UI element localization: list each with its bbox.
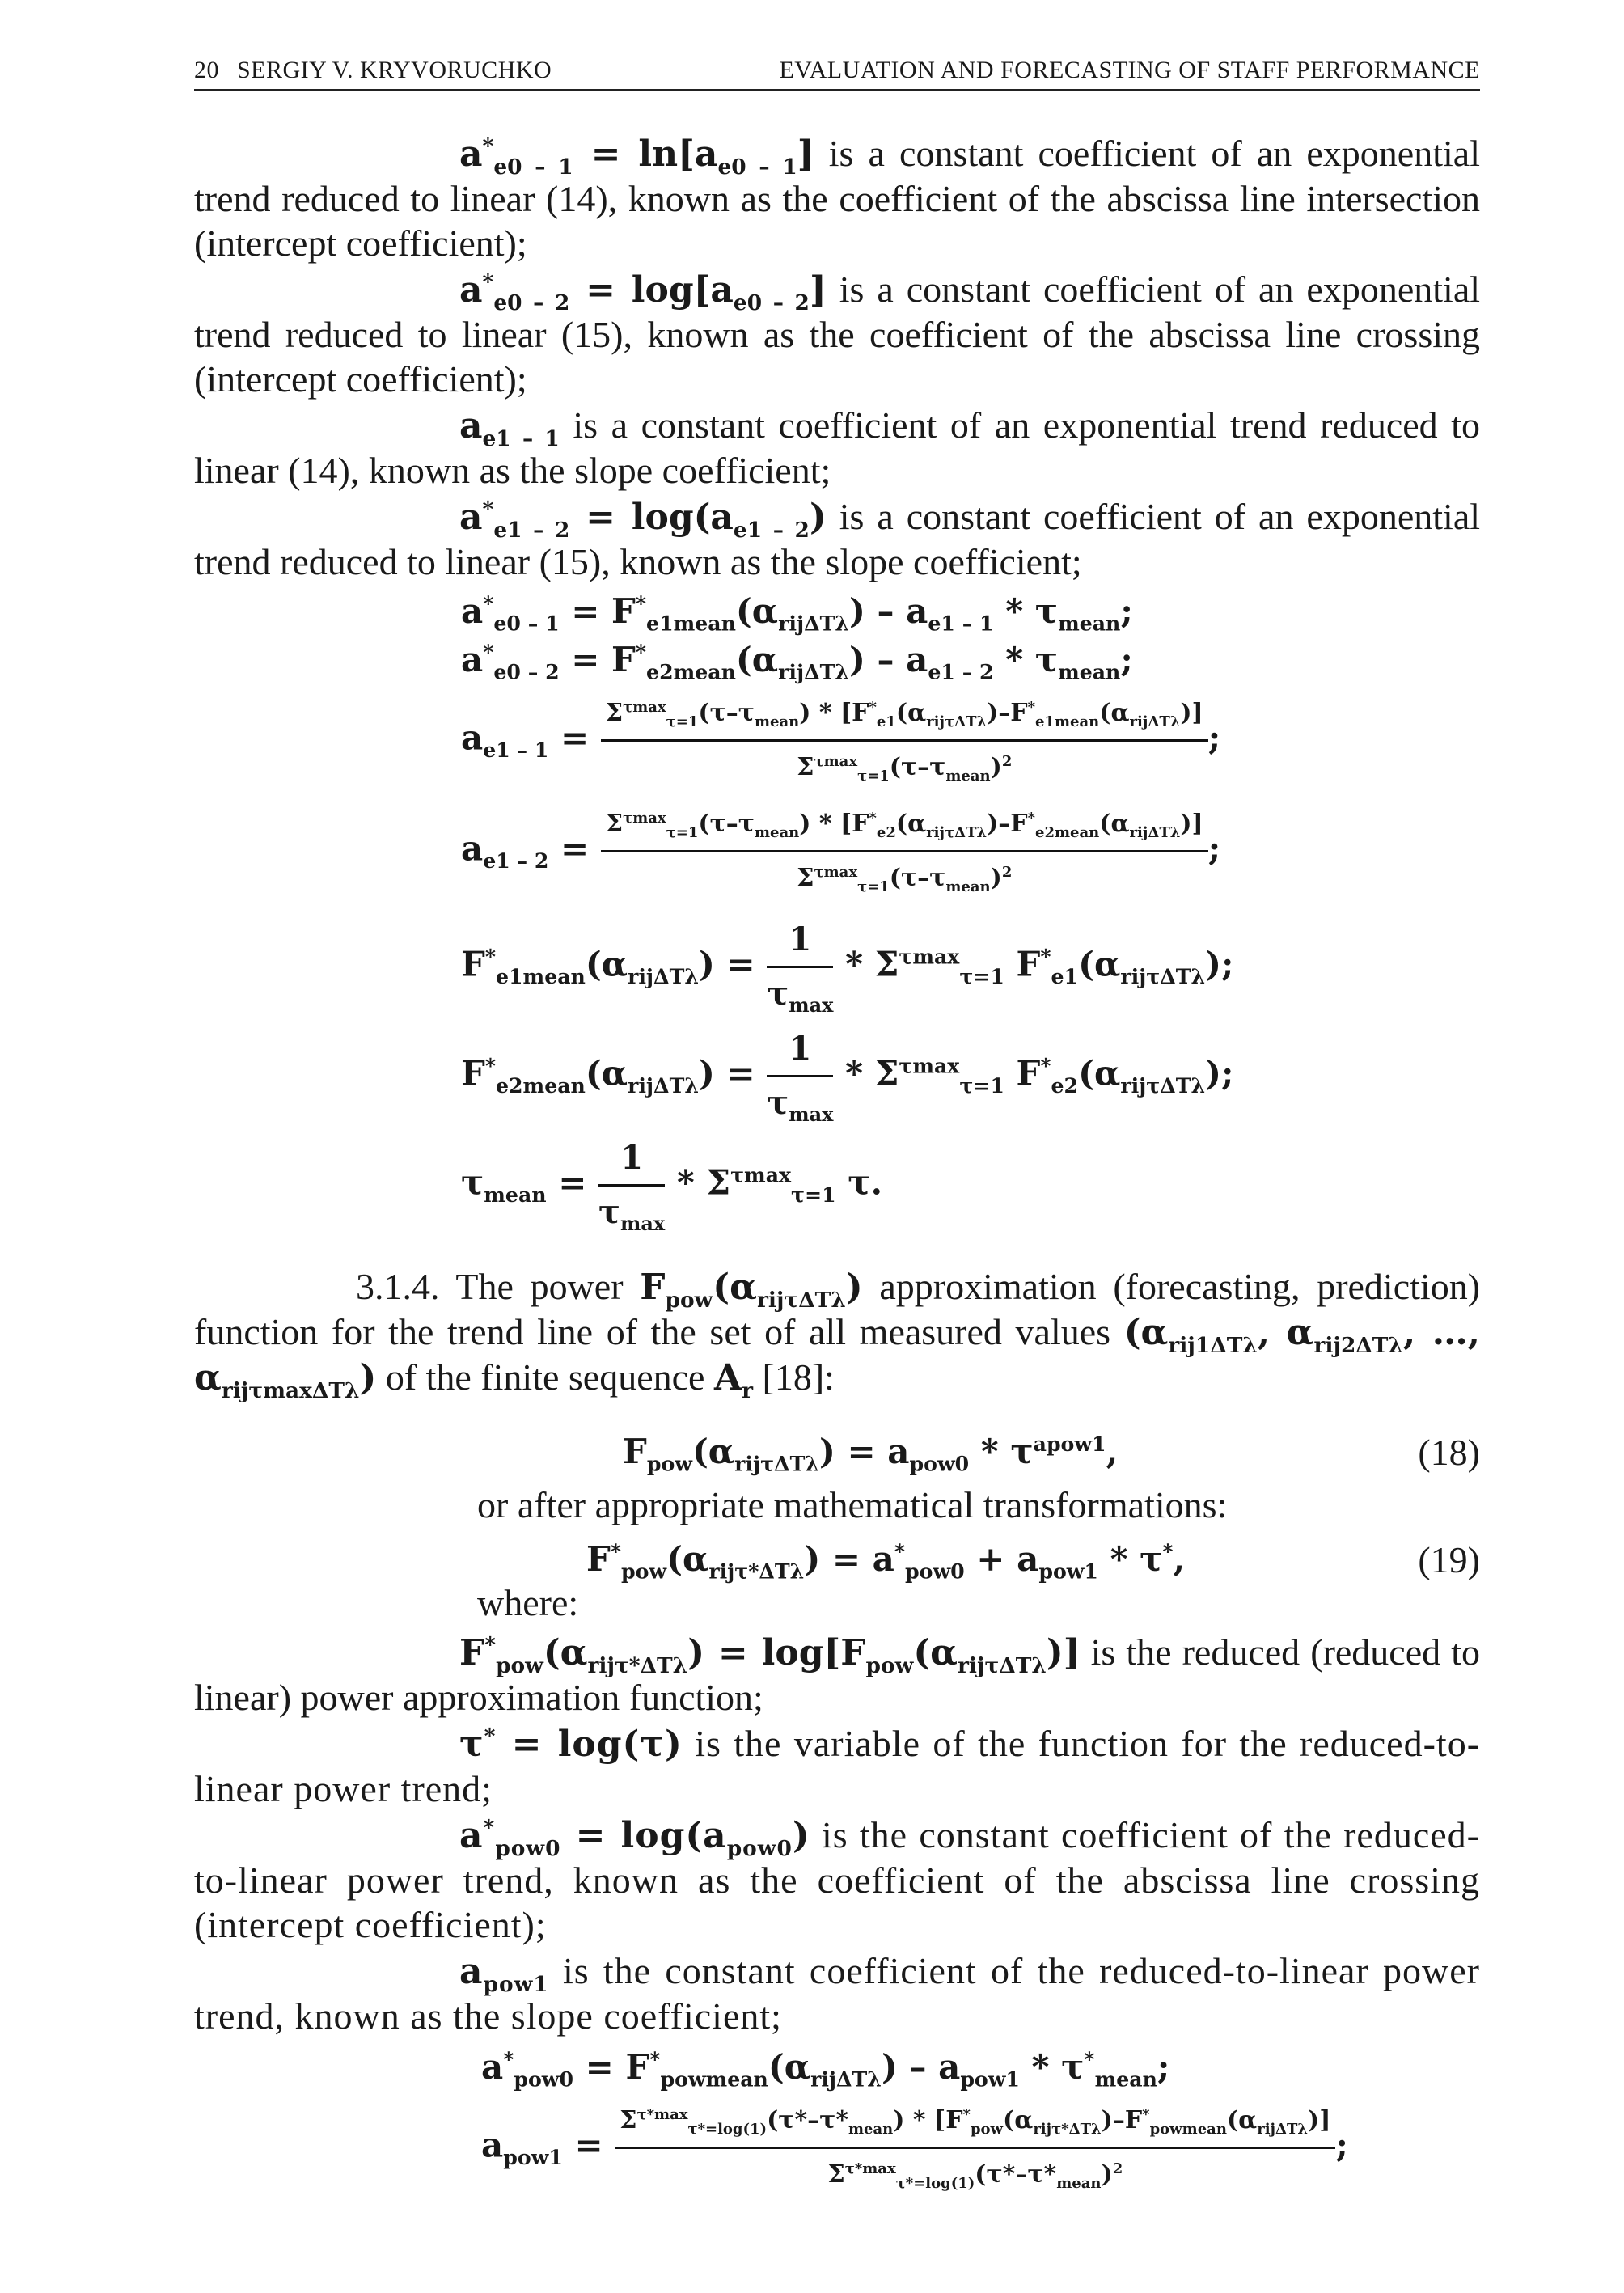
book-title: EVALUATION AND FORECASTING OF STAFF PERFORMANCE	[779, 57, 1480, 83]
formula-a-e0-2-star: $a^*_{e0 - 2} = F^*_{e2mean}(\alpha_{rij\Delta T\lambda}) - a_{e1 - 2} * \tau_{mean}$;	[461, 640, 1133, 684]
formula-a-pow0-star: $a^*_{pow0} = F^*_{powmean}(\alpha_{rij\Delta T\lambda}) - a_{pow1} * \tau^*_{mean}$;	[481, 2047, 1170, 2092]
equation-number: (18)	[1418, 1431, 1480, 1473]
equation-number: (19)	[1418, 1538, 1480, 1580]
formula-a-pow1: $a_{pow1}$	[459, 1951, 549, 1997]
formula-a-e0-1: $a^*_{e0 - 1} = \ln[a_{e0 - 1}]$	[459, 133, 814, 180]
definition-a-pow1	[194, 1948, 1480, 2038]
definition-text: is a constant coefficient of an exponential trend reduced to linear (15), known as the slope coefficient;	[194, 496, 1481, 582]
definition-tau-star	[194, 1721, 1480, 1811]
formula-f-pow-star: $F^*_{pow}(\alpha_{rij\tau*\Delta T\lambda}) = \log[F_{pow}(\alpha_{rij\tau\Delta T\lambda})]$	[459, 1632, 1081, 1678]
definition-a-e1-1	[194, 403, 1480, 493]
section-text: of the finite sequence	[385, 1356, 705, 1398]
formula-a-e1-2-fraction: $a_{e1 - 2}$ = $\frac{\Sigma^{\tau max}_{\tau=1}(\tau-\tau_{mean}) * [F^*_{e2}(\alpha_{rij\tau\Delta T\lambda})-F^*_{e2mean}(\alpha_{rij\Delta T\lambda})]}{\Sigma^{\tau max}_{\tau=1}(\tau-\tau_{mean})^2}$ ;	[461, 800, 1480, 903]
definition-text: is the reduced (reduced to linear) power approximation function;	[194, 1631, 1480, 1718]
definition-a-e1-2	[194, 494, 1480, 584]
formula-tau-mean: $\tau_{mean}$ = $\frac{1}{\tau_{max}}$ * $\Sigma^{\tau max}_{\tau=1}$ τ.	[461, 1134, 1480, 1237]
formula-f-e1mean: $F^*_{e1mean}(\alpha_{rij\Delta T\lambda})$ = $\frac{1}{\tau_{max}}$ * $\Sigma^{\tau max}_{\tau=1}$ $F^*_{e1}(\alpha_{rij\tau\Delta T\lambda})$;	[461, 916, 1480, 1018]
formula-tau-star: τ* = log(τ)	[459, 1724, 683, 1765]
equation-18	[194, 1428, 1480, 1476]
author-name: SERGIY V. KRYVORUCHKO	[237, 57, 552, 83]
definition-text: is a constant coefficient of an exponential trend reduced to linear (15), known as the coefficient of the abscissa line crossing (intercept coefficient);	[194, 269, 1481, 400]
formula-a-e0-2: $a^*_{e0 - 2} = \log[a_{e0 - 2}]$	[459, 269, 827, 315]
definition-f-pow-star	[194, 1630, 1480, 1720]
fraction: $\frac{\Sigma^{\tau max}_{\tau=1}(\tau-\tau_{mean}) * [F^*_{e2}(\alpha_{rij\tau\Delta T\lambda})-F^*_{e2mean}(\alpha_{rij\Delta T\lambda})]}{\Sigma^{\tau max}_{\tau=1}(\tau-\tau_{mean})^2}$	[601, 800, 1208, 903]
definition-a-e0-2	[194, 267, 1480, 401]
formula-a-e1-1-fraction: $a_{e1 - 1}$ = $\frac{\Sigma^{\tau max}_{\tau=1}(\tau-\tau_{mean}) * [F^*_{e1}(\alpha_{rij\tau\Delta T\lambda})-F^*_{e1mean}(\alpha_{rij\Delta T\lambda})]}{\Sigma^{\tau max}_{\tau=1}(\tau-\tau_{mean})^2}$ ;	[461, 689, 1480, 792]
formula-a-e1-1: $a_{e1 - 1}$	[459, 405, 560, 451]
formula-f-pow: $F_{pow}(\alpha_{rij\tau\Delta T\lambda})$	[640, 1267, 863, 1313]
equation-19	[194, 1535, 1480, 1584]
definition-text: is a constant coefficient of an exponential trend reduced to linear (14), known as the coefficient of the abscissa line intersection (intercept coefficient);	[194, 133, 1480, 264]
formula-f-e2mean: $F^*_{e2mean}(\alpha_{rij\Delta T\lambda})$ = $\frac{1}{\tau_{max}}$ * $\Sigma^{\tau max}_{\tau=1}$ $F^*_{e2}(\alpha_{rij\tau\Delta T\lambda})$;	[461, 1025, 1480, 1127]
page-number: 20	[194, 57, 219, 83]
where-label: where:	[477, 1582, 579, 1623]
definition-a-e0-1	[194, 131, 1480, 265]
definition-text: is the constant coefficient of the reduced-to-linear power trend, known as the coefficient of the abscissa line crossing (intercept coefficient);	[194, 1814, 1480, 1945]
definition-text: is a constant coefficient of an exponential trend reduced to linear (14), known as the slope coefficient;	[194, 404, 1481, 491]
header-left	[194, 57, 569, 84]
formula-block-power	[194, 2043, 1480, 2199]
formula-eq18: $F_{pow}(\alpha_{rij\tau\Delta T\lambda}) = a_{pow0} * \tau^{apow1}$,	[623, 1432, 1119, 1476]
fraction: $\frac{\Sigma^{\tau max}_{\tau=1}(\tau-\tau_{mean}) * [F^*_{e1}(\alpha_{rij\tau\Delta T\lambda})-F^*_{e1mean}(\alpha_{rij\Delta T\lambda})]}{\Sigma^{\tau max}_{\tau=1}(\tau-\tau_{mean})^2}$	[601, 689, 1208, 792]
definition-text: is the variable of the function for the reduced-to-linear power trend;	[194, 1723, 1481, 1809]
after-transformations: or after appropriate mathematical transformations:	[477, 1484, 1228, 1525]
section-text: 3.1.4. The power	[356, 1266, 624, 1307]
citation: [18]:	[762, 1356, 835, 1398]
formula-a-pow0: $a^*_{pow0} = \log(a_{pow0})$	[459, 1815, 810, 1861]
symbol-a-r: $A_r$	[713, 1357, 754, 1403]
definition-a-pow0	[194, 1813, 1480, 1947]
formula-block-exponential	[194, 587, 1480, 1237]
formula-alpha-set: ($\alpha_{rij1\Delta T\lambda}$, $\alpha_{rij2\Delta T\lambda}$, …, $\alpha_{rij\tau max\Delta T\lambda}$)	[194, 1312, 1481, 1403]
section-text: approximation (forecasting, prediction) function for the trend line of the set of all measured values	[194, 1266, 1481, 1352]
formula-a-e0-1-star: $a^*_{e0 - 1} = F^*_{e1mean}(\alpha_{rij\Delta T\lambda}) - a_{e1 - 1} * \tau_{mean}$;	[461, 591, 1133, 636]
formula-a-pow1-fraction: $a_{pow1}$ = $\Sigma^{\tau*max}_{\tau*=log(1)}(\tau*-\tau*_{mean}) * [F^*_{pow}(\alpha_{rij\tau*\Delta T\lambda})-F^*_{powmean}(\alpha_{rij\Delta T\lambda})]$ $\Sigma^{\tau*max}_{\tau*=log(1)}(\tau*-\tau*_{mean})^2$ ;	[481, 2096, 1480, 2199]
fraction: $\Sigma^{\tau*max}_{\tau*=log(1)}(\tau*-\tau*_{mean}) * [F^*_{pow}(\alpha_{rij\tau*\Delta T\lambda})-F^*_{powmean}(\alpha_{rij\Delta T\lambda})]$ $\Sigma^{\tau*max}_{\tau*=log(1)}(\tau*-\tau*_{mean})^2$	[615, 2096, 1335, 2199]
formula-a-e1-2: $a^*_{e1 - 2} = \log(a_{e1 - 2})$	[459, 497, 827, 543]
page	[194, 57, 1480, 2199]
section-3-1-4	[194, 1264, 1481, 1403]
running-header	[194, 57, 1480, 91]
formula-eq19: $F^*_{pow}(\alpha_{rij\tau*\Delta T\lambda}) = a^*_{pow0} + a_{pow1} * \tau^*$,	[586, 1539, 1186, 1584]
definition-text: is the constant coefficient of the reduced-to-linear power trend, known as the slope coefficient;	[194, 1950, 1480, 2037]
